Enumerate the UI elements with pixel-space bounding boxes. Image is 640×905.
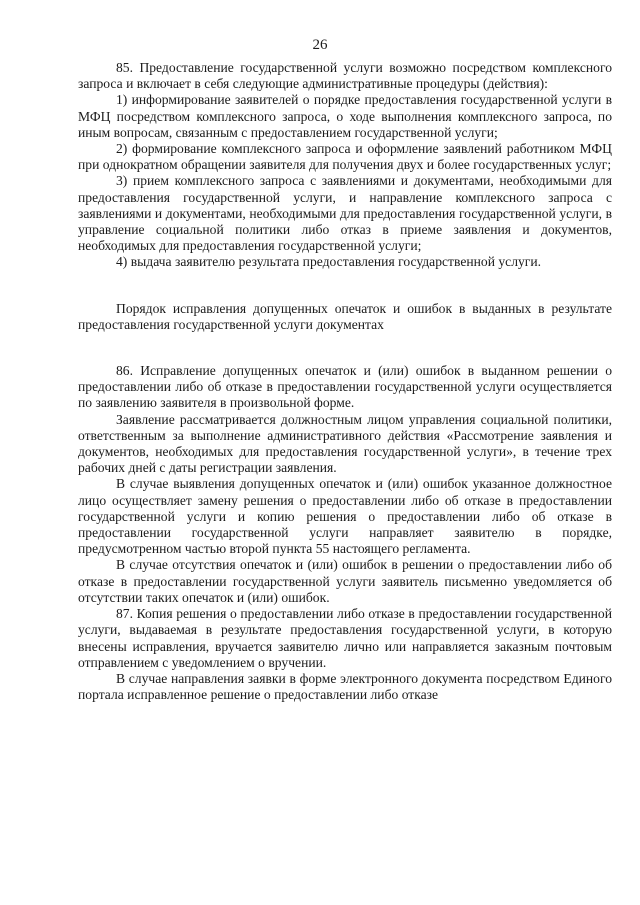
list-item-4: 4) выдача заявителю результата предоставления государственной услуги.	[116, 254, 542, 270]
list-item-3: 3) прием комплексного запроса с заявлениями и документами, необходимыми для предоставления государственной услуги, и направление комплексного запроса с заявлениями и документами, необходимыми для предоставления государственной услуги, в управление социальной политики либо отказ в приеме заявления и документов, необходимых для предоставления государственной услуги;	[78, 173, 612, 254]
section-spacer	[78, 271, 612, 301]
section-heading: Порядок исправления допущенных опечаток и ошибок в выданных в результате предоставления государственной услуги документах	[78, 300, 612, 332]
paragraph-85: 85. Предоставление государственной услуги возможно посредством комплексного запроса и включает в себя следующие административные процедуры (действия):	[78, 60, 612, 92]
page-number: 26	[312, 37, 328, 53]
paragraph-86: 86. Исправление допущенных опечаток и (или) ошибок в выданном решении о предоставлении либо об отказе в предоставлении государственной услуги осуществляется по заявлению заявителя в произвольной форме.	[78, 363, 612, 411]
paragraph-87-electronic: В случае направления заявки в форме электронного документа посредством Единого портала исправленное решение о предоставлении либо отказе	[78, 670, 612, 703]
paragraph-87: 87. Копия решения о предоставлении либо отказе в предоставлении государственной услуги, выдаваемая в результате предоставления государственной услуги, в которую внесены исправления, вручается заявителю лично или направляется заказным почтовым отправлением с уведомлением о вручении.	[78, 606, 612, 670]
list-item-2: 2) формирование комплексного запроса и оформление заявлений работником МФЦ при однократном обращении заявителя для получения двух и более государственных услуг;	[78, 141, 612, 173]
paragraph-86-errors-found: В случае выявления допущенных опечаток и (или) ошибок указанное должностное лицо осуществляет замену решения о предоставлении либо об отказе в предоставлении государственной услуги и копию решения о предоставлении либо об отказе в предоставлении государственной услуги направляет заявителю в порядке, предусмотренном частью второй пункта 55 настоящего регламента.	[78, 476, 612, 557]
paragraph-86-application: Заявление рассматривается должностным лицом управления социальной политики, ответственным за выполнение административного действия «Рассмотрение заявления и документов, необходимых для предоставления государственной услуги», в течение трех рабочих дней с даты регистрации заявления.	[78, 411, 612, 476]
list-item-1: 1) информирование заявителей о порядке предоставления государственной услуги в МФЦ посредством комплексного запроса, о ходе выполнения комплексного запроса, по иным вопросам, связанным с предоставлением государственной услуги;	[78, 92, 612, 140]
section-spacer	[78, 333, 612, 363]
document-body	[78, 60, 612, 703]
paragraph-86-no-errors: В случае отсутствия опечаток и (или) ошибок в решении о предоставлении либо об отказе в предоставлении государственной услуги заявитель письменно уведомляется об отсутствии таких опечаток и (или) ошибок.	[78, 557, 612, 605]
